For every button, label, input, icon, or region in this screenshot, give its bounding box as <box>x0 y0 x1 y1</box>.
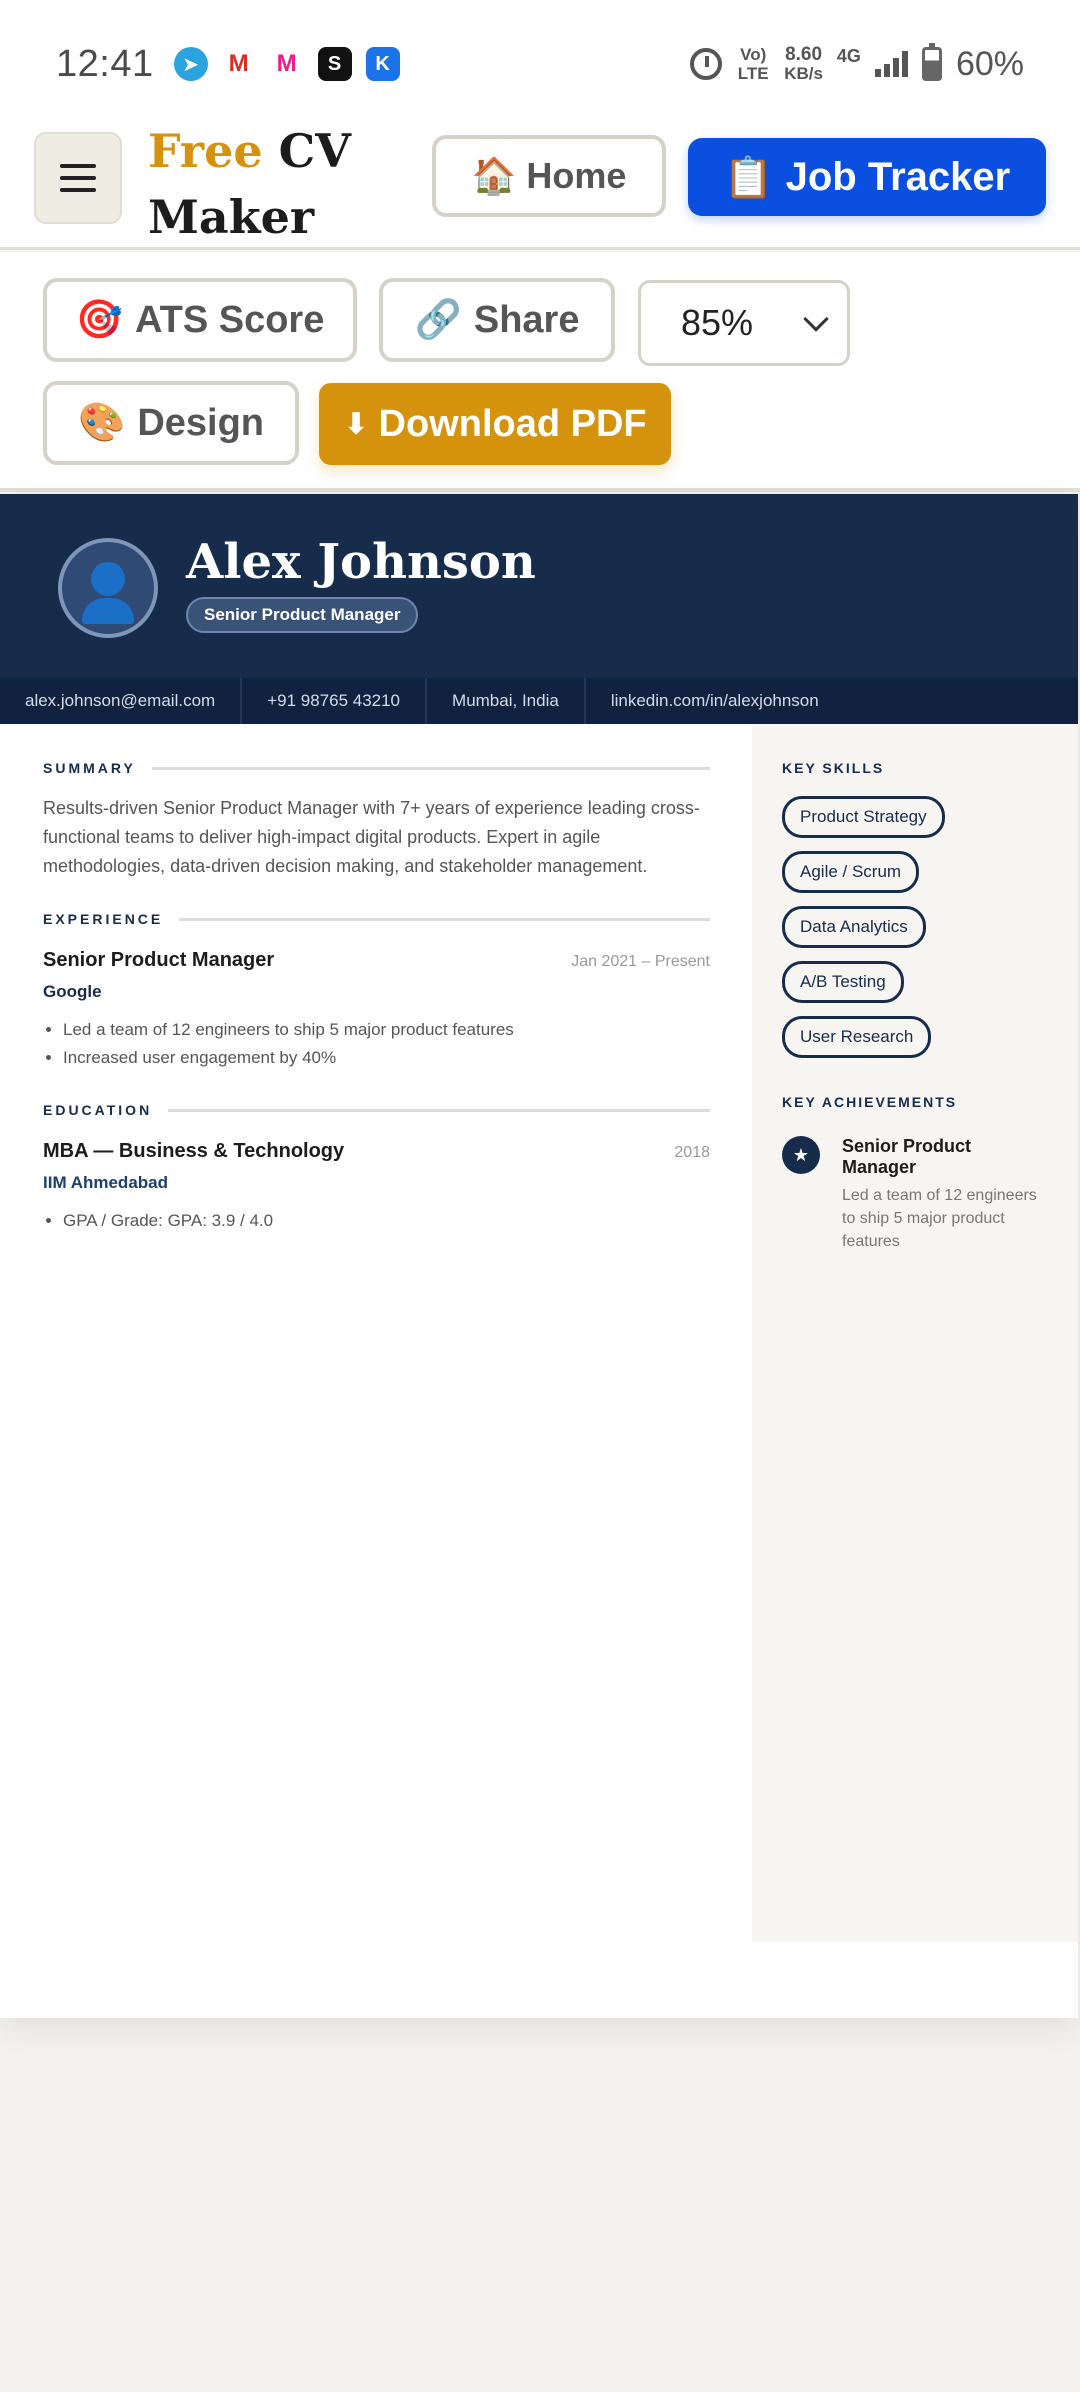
chevron-down-icon <box>803 306 828 331</box>
achievement-desc: Led a team of 12 engineers to ship 5 major product features <box>842 1187 1037 1250</box>
achievement-title: Senior Product Manager <box>842 1136 972 1177</box>
share-label: Share <box>473 298 580 341</box>
link-icon: 🔗 <box>414 299 462 341</box>
gmail-icon: M <box>222 47 256 81</box>
resume-main-column <box>43 724 710 1235</box>
list-item: • Led a team of 12 engineers to ship 5 major product features <box>63 1016 710 1044</box>
job-tracker-button[interactable] <box>688 138 1046 216</box>
skill-tag: User Research <box>782 1016 931 1058</box>
skill-tag: Data Analytics <box>782 906 926 948</box>
skill-tag: Product Strategy <box>782 796 945 838</box>
hamburger-icon <box>60 188 96 192</box>
ats-score-button[interactable] <box>43 278 357 362</box>
app-header <box>0 124 1080 250</box>
experience-date: Jan 2021 – Present <box>571 953 710 970</box>
resume-name: Alex Johnson <box>186 534 536 590</box>
contact-location: Mumbai, India <box>427 678 586 724</box>
star-icon: ★ <box>782 1136 820 1174</box>
download-pdf-button[interactable] <box>319 383 671 465</box>
volte-indicator: Vo) LTE <box>737 45 769 83</box>
myntra-icon: M <box>270 47 304 81</box>
network-type: 4G <box>836 45 861 66</box>
experience-entry-header <box>43 949 710 972</box>
education-school: IIM Ahmedabad <box>43 1173 168 1192</box>
brand-logo[interactable] <box>148 118 388 250</box>
zoom-value: 85% <box>681 302 754 343</box>
person-icon <box>91 562 125 596</box>
clipboard-icon: 📋 <box>723 155 774 200</box>
network-speed-unit: KB/s <box>784 64 823 83</box>
status-bar-left <box>56 43 400 86</box>
status-bar-right <box>690 45 1024 84</box>
editor-toolbar <box>0 252 1080 492</box>
home-button[interactable] <box>432 135 666 217</box>
resume-preview <box>0 494 1078 2018</box>
app-k-icon: K <box>366 47 400 81</box>
home-button-label: Home <box>526 155 627 196</box>
education-heading: EDUCATION <box>43 1102 710 1118</box>
achievement-item <box>782 1136 1048 1253</box>
status-bar <box>0 0 1080 128</box>
skill-tag: Agile / Scrum <box>782 851 919 893</box>
skills-heading: KEY SKILLS <box>782 760 885 776</box>
ats-score-label: ATS Score <box>134 298 325 341</box>
brand-accent: Free <box>148 124 263 178</box>
hamburger-icon <box>60 164 96 168</box>
brand-rest: CV Maker <box>148 124 351 244</box>
experience-bullets <box>43 1016 710 1072</box>
avatar[interactable] <box>58 538 158 638</box>
job-tracker-label: Job Tracker <box>785 154 1011 199</box>
alarm-icon <box>690 48 722 80</box>
contact-linkedin: linkedin.com/in/alexjohnson <box>610 691 819 710</box>
hamburger-icon <box>60 176 96 180</box>
contact-email: alex.johnson@email.com <box>0 678 242 724</box>
achievements-heading: KEY ACHIEVEMENTS <box>782 1094 958 1110</box>
download-pdf-label: Download PDF <box>378 402 647 445</box>
list-item: • GPA / Grade: GPA: 3.9 / 4.0 <box>63 1207 710 1235</box>
resume-header <box>0 494 1078 678</box>
list-item: • Increased user engagement by 40% <box>63 1044 710 1072</box>
contact-bar <box>0 678 1078 724</box>
education-bullets <box>43 1207 710 1235</box>
skill-tag: A/B Testing <box>782 961 904 1003</box>
resume-title-badge: Senior Product Manager <box>186 597 418 633</box>
contact-phone: +91 98765 43210 <box>242 678 427 724</box>
signal-icon <box>875 51 908 77</box>
target-icon: 🎯 <box>75 299 123 341</box>
app-s-icon: S <box>318 47 352 81</box>
battery-icon <box>922 47 942 81</box>
summary-text: Results-driven Senior Product Manager with 7+ years of experience leading cross-functional teams to deliver high-impact digital products. Expert in agile methodologies, data-driven decision making, and stakeholder management. <box>43 798 700 876</box>
education-year: 2018 <box>674 1144 710 1161</box>
design-label: Design <box>137 401 265 444</box>
share-button[interactable] <box>379 278 615 362</box>
battery-level: 60% <box>955 44 1024 83</box>
person-icon-body <box>82 598 134 624</box>
network-speed-value: 8.60 <box>785 44 823 65</box>
education-entry-header <box>43 1140 710 1163</box>
palette-icon: 🎨 <box>77 402 126 444</box>
zoom-select[interactable] <box>638 280 850 366</box>
achievement-body <box>842 1136 1048 1253</box>
download-icon: ⬇ <box>343 407 369 441</box>
menu-button[interactable] <box>34 132 122 224</box>
experience-role: Senior Product Manager <box>43 949 275 971</box>
clock: 12:41 <box>56 42 154 85</box>
network-speed <box>784 45 823 83</box>
resume-sidebar <box>752 724 1078 1942</box>
education-degree: MBA — Business & Technology <box>43 1140 345 1162</box>
experience-company: Google <box>43 982 102 1001</box>
design-button[interactable] <box>43 381 299 465</box>
skills-list <box>782 796 1048 1058</box>
experience-heading: EXPERIENCE <box>43 911 710 927</box>
home-icon: 🏠 <box>471 155 517 196</box>
summary-heading: SUMMARY <box>43 760 710 776</box>
telegram-icon: ➤ <box>174 47 208 81</box>
